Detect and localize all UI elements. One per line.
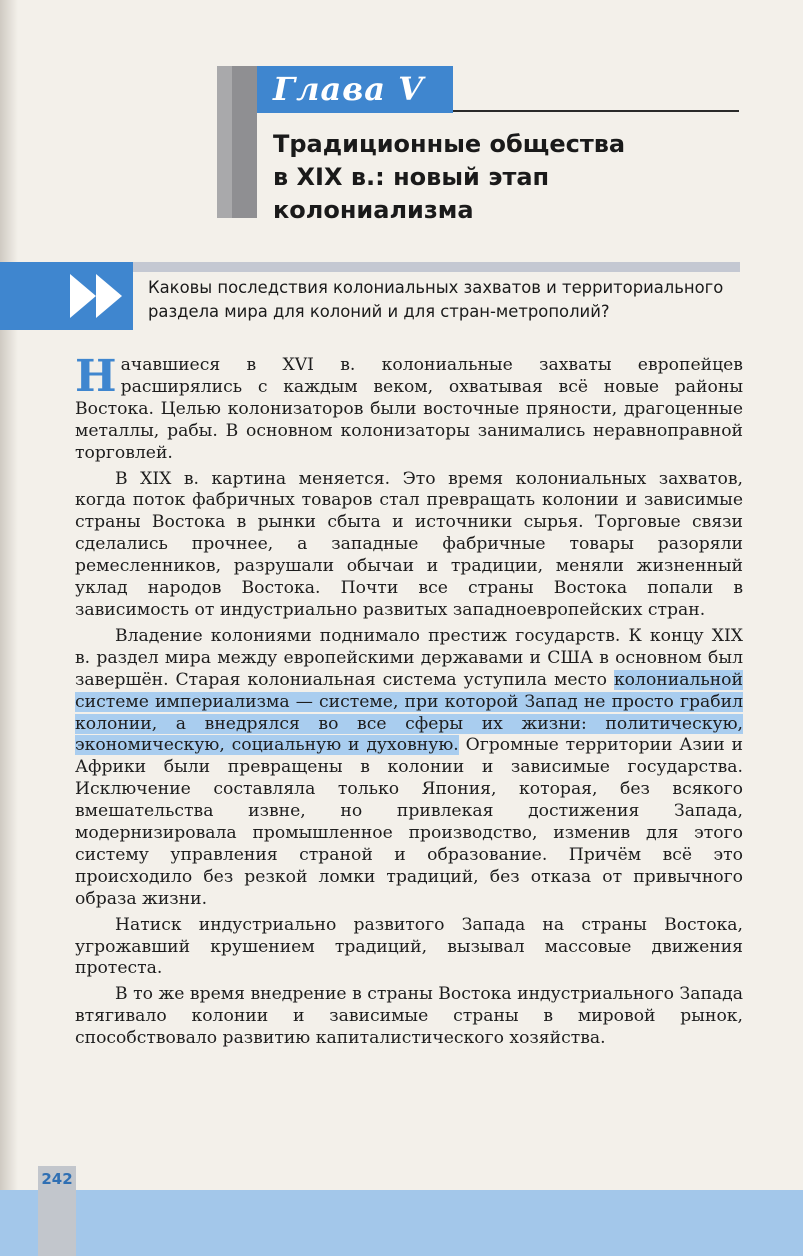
key-question: Каковы последствия колониальных захватов и территориального раздела мира для колоний и для стран-метрополий? <box>148 278 724 321</box>
chapter-decor-bar-dark <box>232 66 257 218</box>
body-text <box>75 351 743 1054</box>
page-edge-shadow <box>0 0 18 1256</box>
chapter-label: Глава V <box>257 66 453 113</box>
paragraph <box>75 626 743 911</box>
chapter-title-line: Традиционные общества <box>273 130 626 158</box>
paragraph-text: Огромные территории Азии и Африки были превращены в колонии и зависимые государства. Исключение составляла только Япония, которая, без всякого вмешательства извне, но привлекая достижения Запада, модернизировала промышленное производство, изменив для этого систему управления страной и образование. Причём всё это происходило без резкой ломки традиций, без отказа от привычного образа жизни. <box>75 735 743 909</box>
paragraph <box>75 351 743 465</box>
footer-band <box>0 1190 803 1256</box>
paragraph: Натиск индустриально развитого Запада на страны Востока, угрожавший крушением традиций, вызывал массовые движения протеста. <box>75 914 743 979</box>
paragraph-text: Владение колониями поднимало престиж государств. К концу XIX в. раздел мира между европейскими державами и США в основном был завершён. Старая колониальная система уступила место <box>75 625 743 690</box>
drop-cap: Н <box>75 351 117 402</box>
double-arrow-icon <box>66 270 128 322</box>
paragraph: В то же время внедрение в страны Востока индустриального Запада втягивало колонии и зависимые страны в мировой рынок, способствовало развитию капиталистического хозяйства. <box>75 984 743 1049</box>
chapter-rule <box>453 110 739 112</box>
chapter-title <box>273 128 733 227</box>
paragraph-text: ачавшиеся в XVI в. колониальные захваты европейцев расширялись с каждым веком, охватывая всё новые районы Востока. Целью колонизаторов были восточные пряности, драгоценные металлы, рабы. В основном колонизаторы занимались неравноправной торговлей. <box>75 355 743 463</box>
chapter-title-line: в XIX в.: новый этап <box>273 163 550 191</box>
highlighted-definition: колониальной системе империализма — системе, при которой Запад не просто грабил колонии, а внедрялся во все сферы их жизни: политическую, экономическую, социальную и духовную. <box>75 669 743 756</box>
chapter-title-line: колониализма <box>273 196 474 224</box>
question-band-top <box>133 262 740 272</box>
page-number: 242 <box>41 1170 73 1188</box>
paragraph: В XIX в. картина меняется. Это время колониальных захватов, когда поток фабричных товаров стал превращать колонии и зависимые страны Востока в рынки сбыта и источники сырья. Торговые связи сделались прочнее, а западные фабричные товары разоряли ремесленников, разрушали обычаи и традиции, меняли жизненный уклад народов Востока. Почти все страны Востока попали в зависимость от индустриально развитых западноевропейских стран. <box>75 468 743 620</box>
